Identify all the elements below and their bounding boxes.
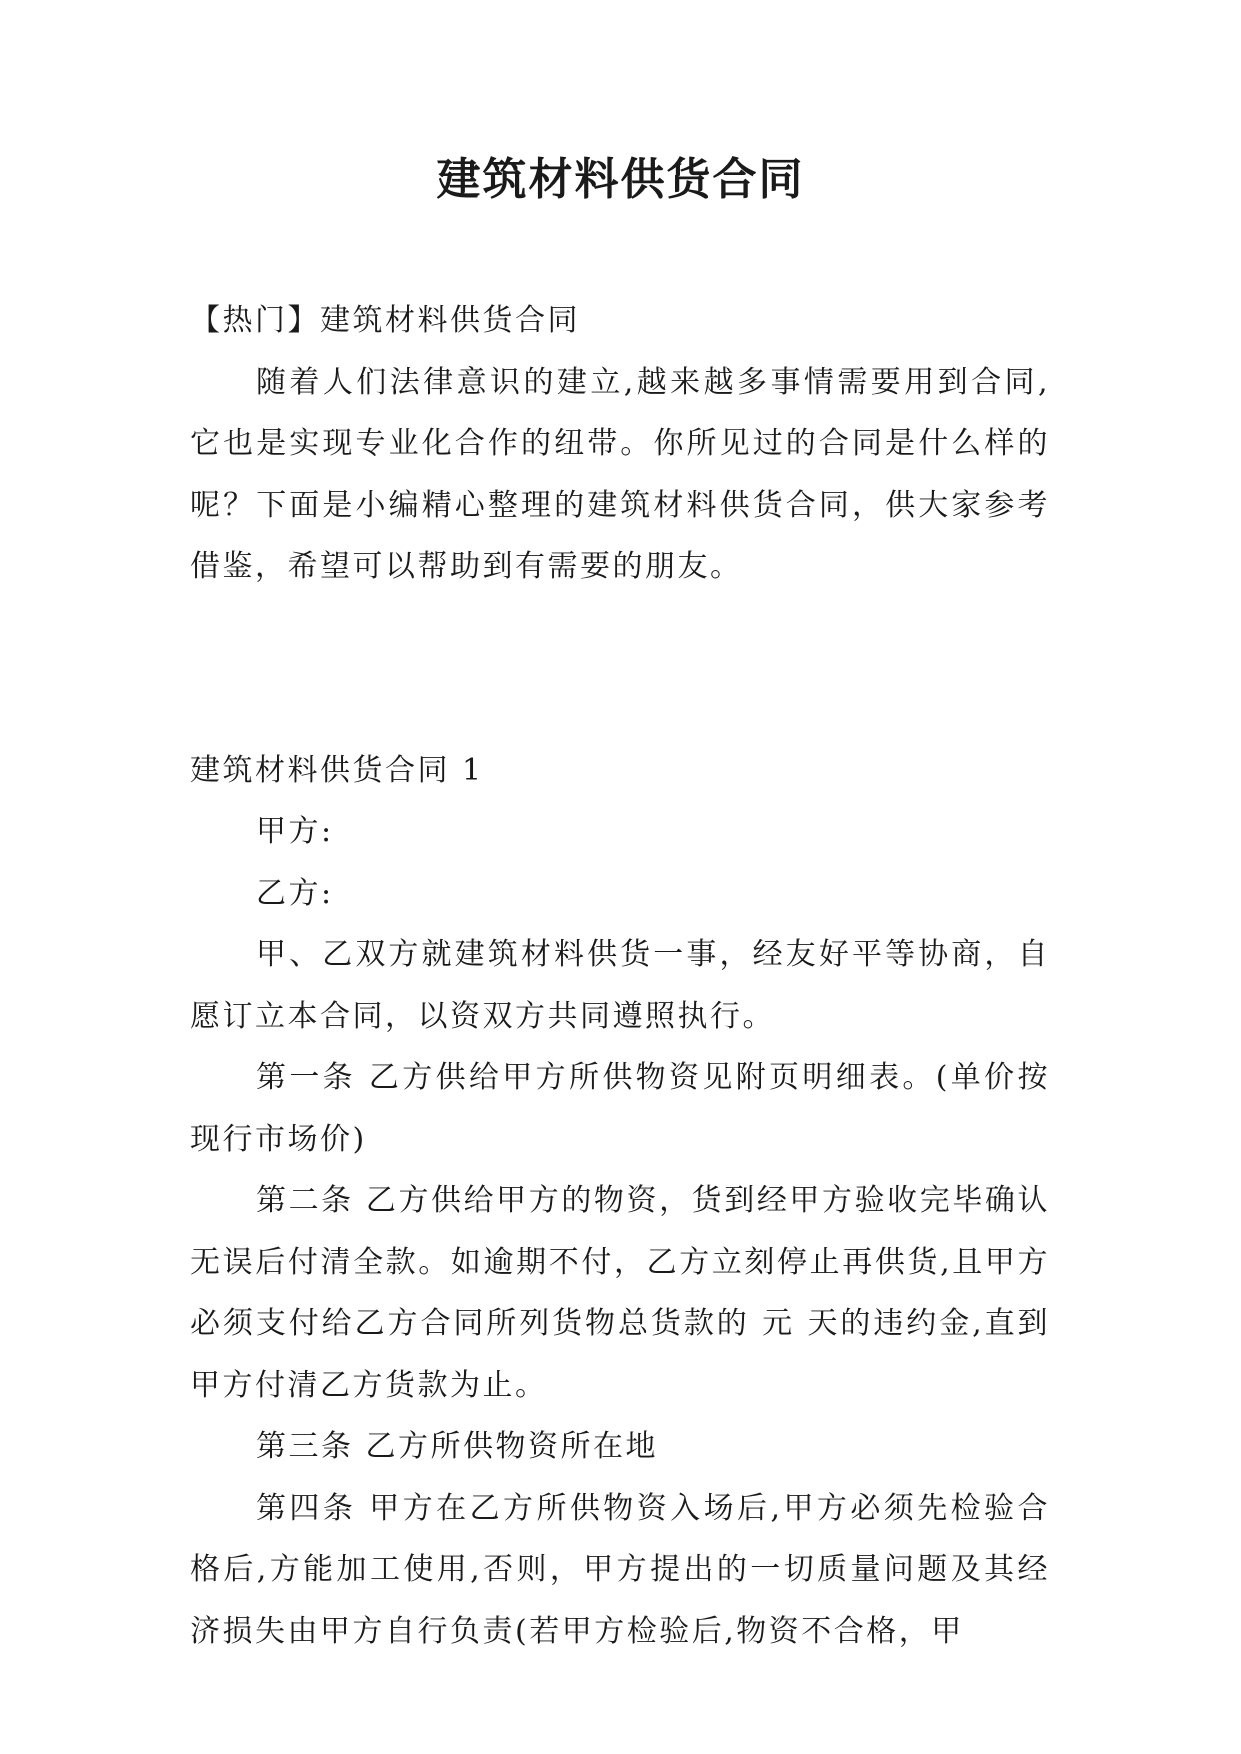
document-subtitle: 【热门】建筑材料供货合同 (190, 303, 580, 338)
preamble-paragraph: 甲、乙双方就建筑材料供货一事，经友好平等协商，自愿订立本合同，以资双方共同遵照执行。 (190, 937, 1050, 1034)
party-b-line: 乙方: (256, 875, 334, 911)
document-title: 建筑材料供货合同 (436, 154, 805, 205)
section-heading: 建筑材料供货合同 1 (190, 752, 484, 788)
section-spacer (190, 598, 1050, 740)
article-3-paragraph: 第三条 乙方所供物资所在地 (256, 1429, 659, 1464)
article-2-paragraph: 第二条 乙方供给甲方的物资，货到经甲方验收完毕确认无误后付清全款。如逾期不付，乙方立刻停止再供货,且甲方必须支付给乙方合同所列货物总货款的 元 天的违约金,直到甲方付清乙方货款为止。 (190, 1183, 1050, 1403)
article-4-paragraph: 第四条 甲方在乙方所供物资入场后,甲方必须先检验合格后,方能加工使用,否则，甲方提出的一切质量问题及其经济损失由甲方自行负责(若甲方检验后,物资不合格，甲 (190, 1490, 1050, 1649)
party-a-line: 甲方: (256, 814, 334, 849)
article-1-paragraph: 第一条 乙方供给甲方所供物资见附页明细表。(单价按现行市场价) (190, 1060, 1050, 1157)
document-body (190, 290, 1050, 1662)
intro-paragraph: 随着人们法律意识的建立,越来越多事情需要用到合同,它也是实现专业化合作的纽带。你所见过的合同是什么样的呢？下面是小编精心整理的建筑材料供货合同，供大家参考借鉴，希望可以帮助到有需要的朋友。 (190, 364, 1050, 584)
